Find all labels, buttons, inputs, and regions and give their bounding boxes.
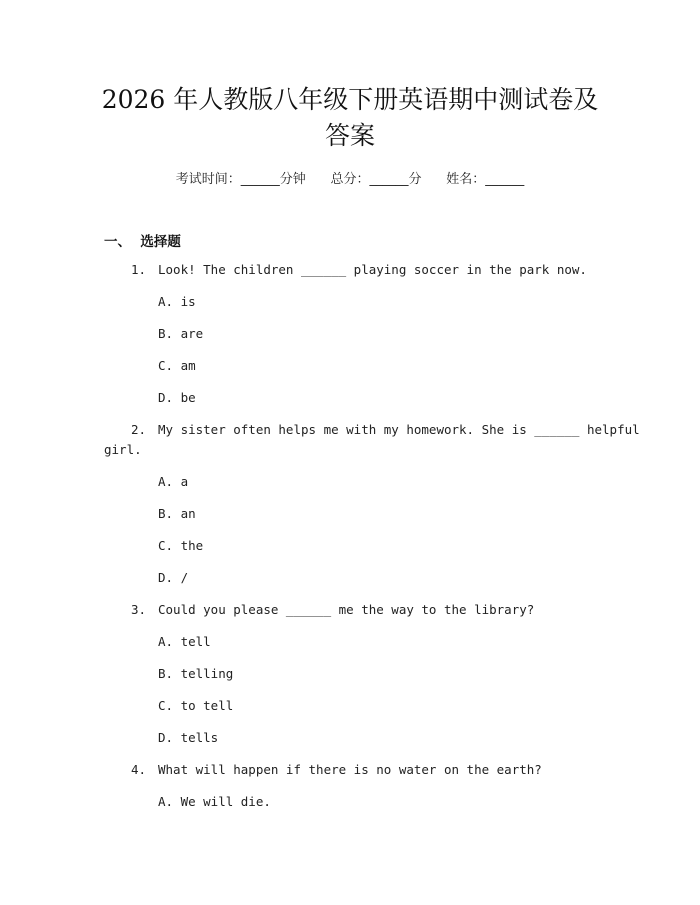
question-1-number: 1. — [131, 262, 147, 277]
question-3-option-d: D. tells — [158, 730, 219, 745]
question-2-number: 2. — [131, 422, 147, 437]
question-1-option-b: B. are — [158, 326, 204, 341]
question-4-option-a: A. We will die. — [158, 794, 271, 809]
question-1-option-a: A. is — [158, 294, 196, 309]
question-3-text: Could you please ______ me the way to the library? — [158, 602, 535, 617]
question-4-number: 4. — [131, 762, 147, 777]
question-2-option-a: A. a — [158, 474, 189, 489]
question-2-option-b: B. an — [158, 506, 196, 521]
question-1-option-c: C. am — [158, 358, 196, 373]
question-3-number: 3. — [131, 602, 147, 617]
question-2-text-continued: girl. — [104, 442, 142, 457]
question-4-text: What will happen if there is no water on the earth? — [158, 762, 542, 777]
question-2-text: My sister often helps me with my homework. She is ______ helpful — [158, 422, 640, 437]
question-2-option-c: C. the — [158, 538, 204, 553]
question-1-text: Look! The children ______ playing soccer in the park now. — [158, 262, 587, 277]
question-1-option-d: D. be — [158, 390, 196, 405]
question-3-option-a: A. tell — [158, 634, 211, 649]
document-title-line-2: 答案 — [324, 121, 375, 150]
section-heading: 一、 选择题 — [104, 234, 181, 250]
question-3-option-c: C. to tell — [158, 698, 234, 713]
document-title-line-1: 2026 年人教版八年级下册英语期中测试卷及 — [101, 85, 599, 114]
exam-info-line: 考试时间：______分钟 总分：______分 姓名：______ — [175, 172, 525, 187]
question-3-option-b: B. telling — [158, 666, 234, 681]
question-2-option-d: D. / — [158, 570, 189, 585]
